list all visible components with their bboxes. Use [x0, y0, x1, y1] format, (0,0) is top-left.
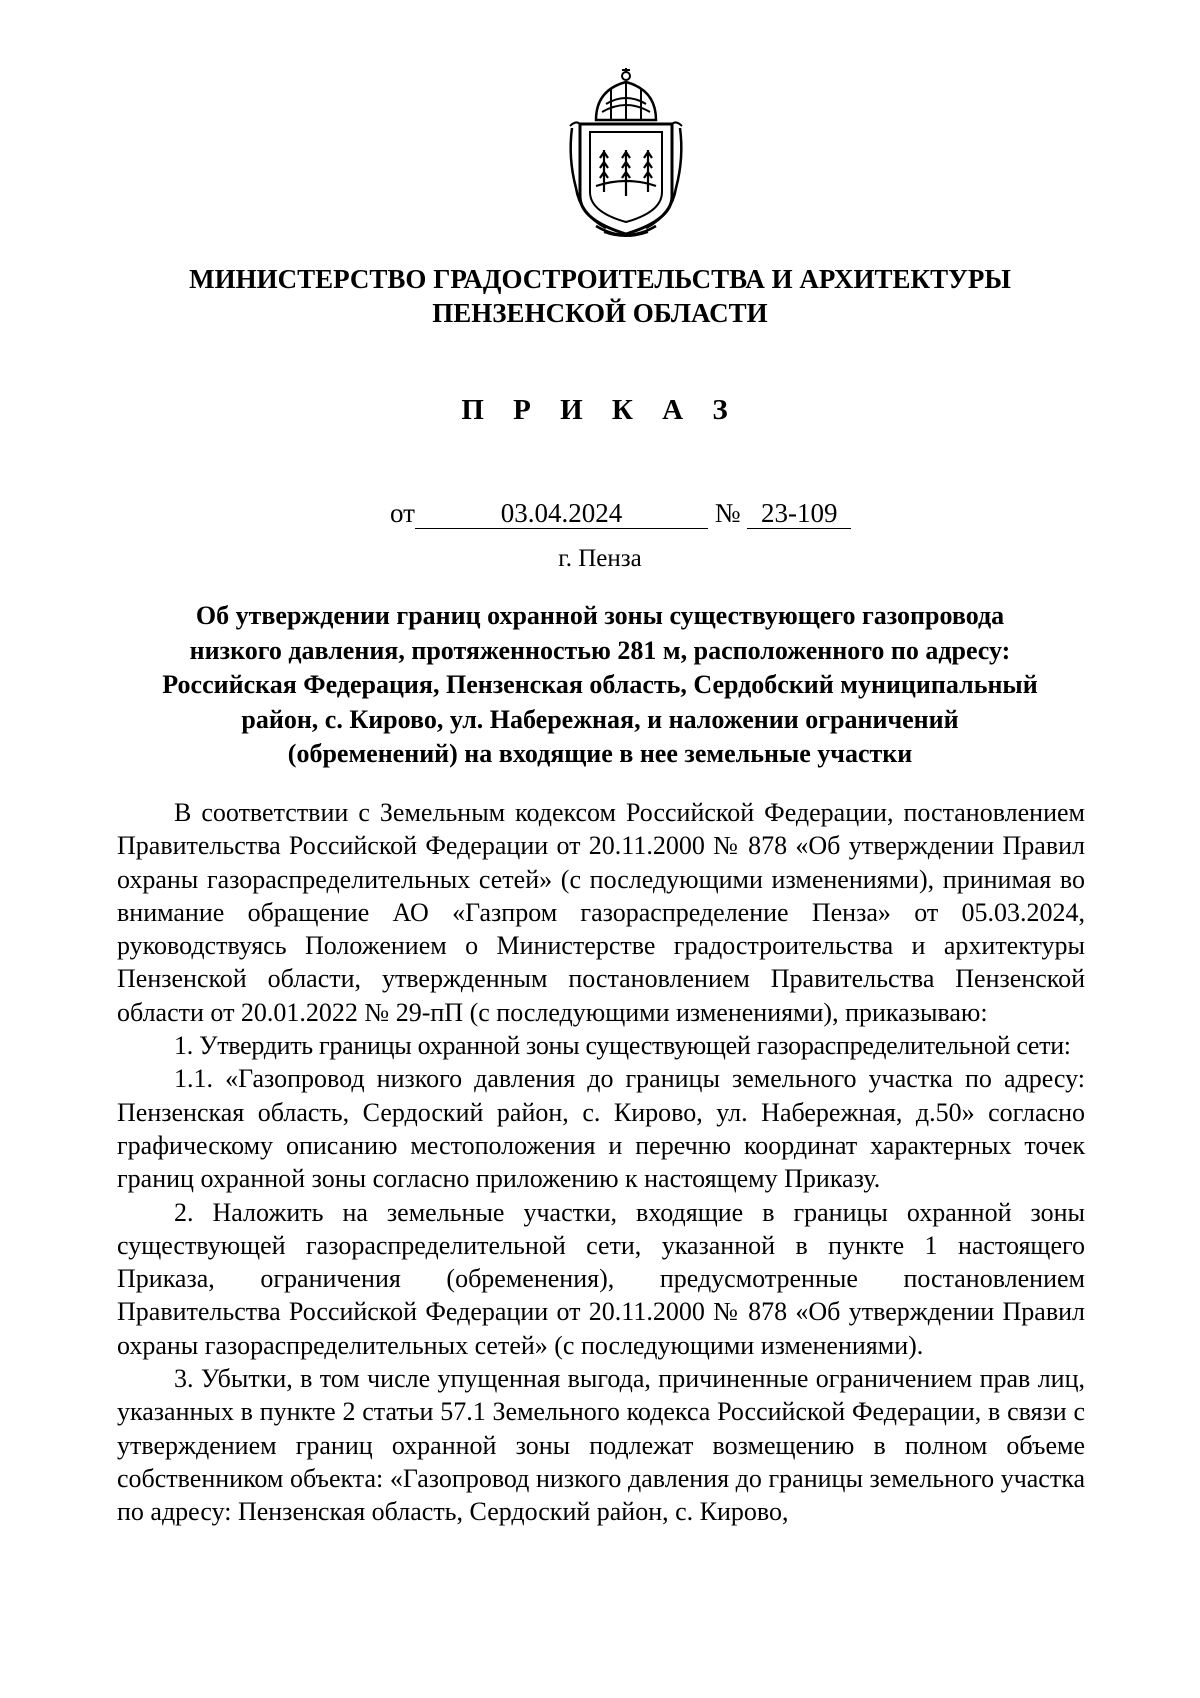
item-2-paragraph: 2. Наложить на земельные участки, входящие в границы охранной зоны существующей газораспределительной сети, указанной в пункте 1 настоящего Приказа, ограничения (обременения), предусмотренные постановлением Правительства Российской Федерации от 20.11.2000 № 878 «Об утверждении Правил охраны газораспределительных сетей» (с последующими изменениями). [117, 1197, 1085, 1360]
item-1-paragraph: 1. Утвердить границы охранной зоны существующей газораспределительной сети: [174, 1031, 1071, 1061]
order-body [117, 796, 1085, 1529]
subject-line-4: район, с. Кирово, ул. Набережная, и наложении ограничений [241, 704, 959, 734]
order-date: 03.04.2024 [415, 498, 708, 529]
penza-coat-of-arms-emblem [566, 68, 686, 242]
preamble-paragraph: В соответствии с Земельным кодексом Российской Федерации, постановлением Правительства Российской Федерации от 20.11.2000 № 878 «Об утверждении Правил охраны газораспределительных сетей» (с последующими изменениями), принимая во внимание обращение АО «Газпром газораспределение Пенза» от 05.03.2024, руководствуясь Положением о Министерстве градостроительства и архитектуры Пензенской области, утвержденным постановлением Правительства Пензенской области от 20.01.2022 № 29-пП (с последующими изменениями), приказываю: [117, 798, 1085, 1027]
order-subject [120, 599, 1080, 772]
order-date-number-line [390, 496, 851, 530]
subject-line-5: (обременений) на входящие в нее земельные участки [287, 739, 913, 768]
ministry-heading [100, 262, 1100, 330]
ministry-line-1: МИНИСТЕРСТВО ГРАДОСТРОИТЕЛЬСТВА И АРХИТЕКТУРЫ [189, 264, 1011, 294]
issue-city: г. Пенза [558, 545, 642, 572]
subject-line-1: Об утверждении границ охранной зоны существующего газопровода [195, 601, 1005, 630]
item-1-1-paragraph: 1.1. «Газопровод низкого давления до границы земельного участка по адресу: Пензенская область, Сердоский район, с. Кирово, ул. Набережная, д.50» согласно графическому описанию местоположения и перечню координат характерных точек границ охранной зоны согласно приложению к настоящему Приказу. [117, 1064, 1085, 1194]
number-prefix: № [714, 498, 741, 528]
order-title: П Р И К А З [461, 394, 739, 426]
subject-line-2: низкого давления, протяженностью 281 м, расположенного по адресу: [189, 635, 1011, 665]
item-3-paragraph: 3. Убытки, в том числе упущенная выгода, причиненные ограничением прав лиц, указанных в пункте 2 статьи 57.1 Земельного кодекса Российской Федерации, в связи с утверждением границ охранной зоны подлежат возмещению в полном объеме собственником объекта: «Газопровод низкого давления до границы земельного участка по адресу: Пензенская область, Сердоский район, с. Кирово, [117, 1364, 1085, 1527]
ministry-line-2: ПЕНЗЕНСКОЙ ОБЛАСТИ [432, 298, 768, 328]
subject-line-3: Российская Федерация, Пензенская область, Сердобский муниципальный [162, 670, 1038, 699]
order-number: 23-109 [747, 498, 851, 529]
date-prefix: от [390, 498, 415, 528]
